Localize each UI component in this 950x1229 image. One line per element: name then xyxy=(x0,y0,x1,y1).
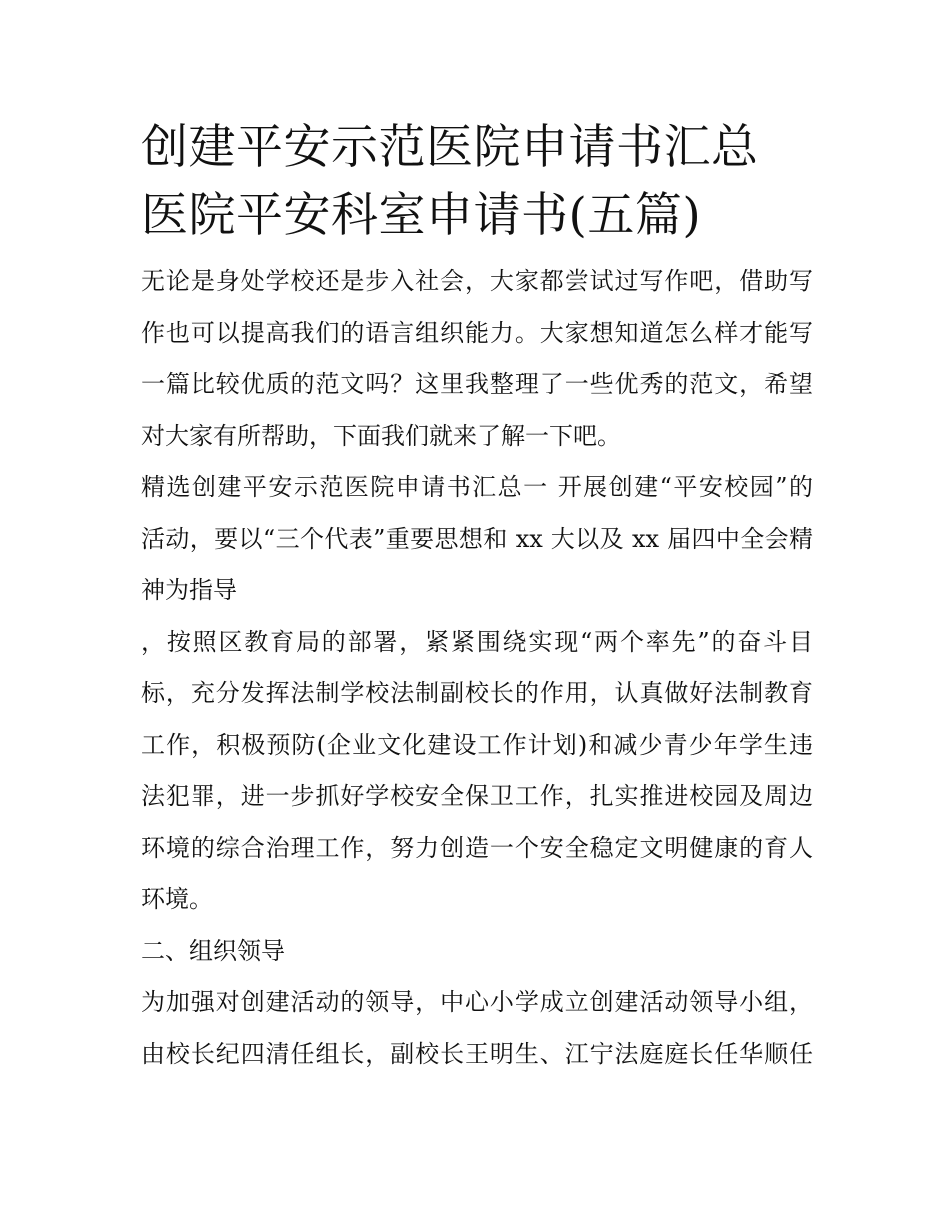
document-page xyxy=(141,114,813,1080)
text-line: 精选创建平安示范医院申请书汇总一 开展创建“平安校园”的 xyxy=(141,473,813,501)
document-body xyxy=(141,256,813,1080)
text-line: 神为指导 xyxy=(141,576,237,604)
text-line: 对大家有所帮助，下面我们就来了解一下吧。 xyxy=(141,421,621,450)
title-line-1: 创建平安示范医院申请书汇总 xyxy=(141,120,759,175)
text-line: 二、组织领导 xyxy=(141,936,285,965)
title-line-2: 医院平安科室申请书(五篇) xyxy=(141,188,702,243)
paragraph-intro xyxy=(141,256,813,462)
text-line: 环境的综合治理工作，努力创造一个安全稳定文明健康的育人 xyxy=(141,833,813,862)
text-line: 一篇比较优质的范文吗？这里我整理了一些优秀的范文，希望 xyxy=(141,370,813,398)
text-line: 无论是身处学校还是步入社会，大家都尝试过写作吧，借助写 xyxy=(141,267,813,295)
section-heading xyxy=(141,926,813,978)
text-line: 为加强对创建活动的领导，中心小学成立创建活动领导小组， xyxy=(141,988,813,1016)
paragraph-guideline xyxy=(141,462,813,617)
text-line: 工作，积极预防(企业文化建设工作计划)和减少青少年学生违 xyxy=(141,730,813,759)
text-line: 法犯罪，进一步抓好学校安全保卫工作，扎实推进校园及周边 xyxy=(141,782,813,810)
document-title xyxy=(141,114,813,250)
text-line: 由校长纪四清任组长，副校长王明生、江宁法庭庭长任华顺任 xyxy=(141,1039,813,1068)
paragraph-deployment xyxy=(141,617,813,926)
text-line: 作也可以提高我们的语言组织能力。大家想知道怎么样才能写 xyxy=(141,318,813,347)
paragraph-leadership xyxy=(141,977,813,1080)
text-line: 标，充分发挥法制学校法制副校长的作用，认真做好法制教育 xyxy=(141,679,813,707)
text-line: 活动，要以“三个代表”重要思想和 xx 大以及 xx 届四中全会精 xyxy=(141,524,813,553)
text-line: ，按照区教育局的部署，紧紧围绕实现“两个率先”的奋斗目 xyxy=(141,627,813,656)
text-line: 环境。 xyxy=(141,885,213,913)
